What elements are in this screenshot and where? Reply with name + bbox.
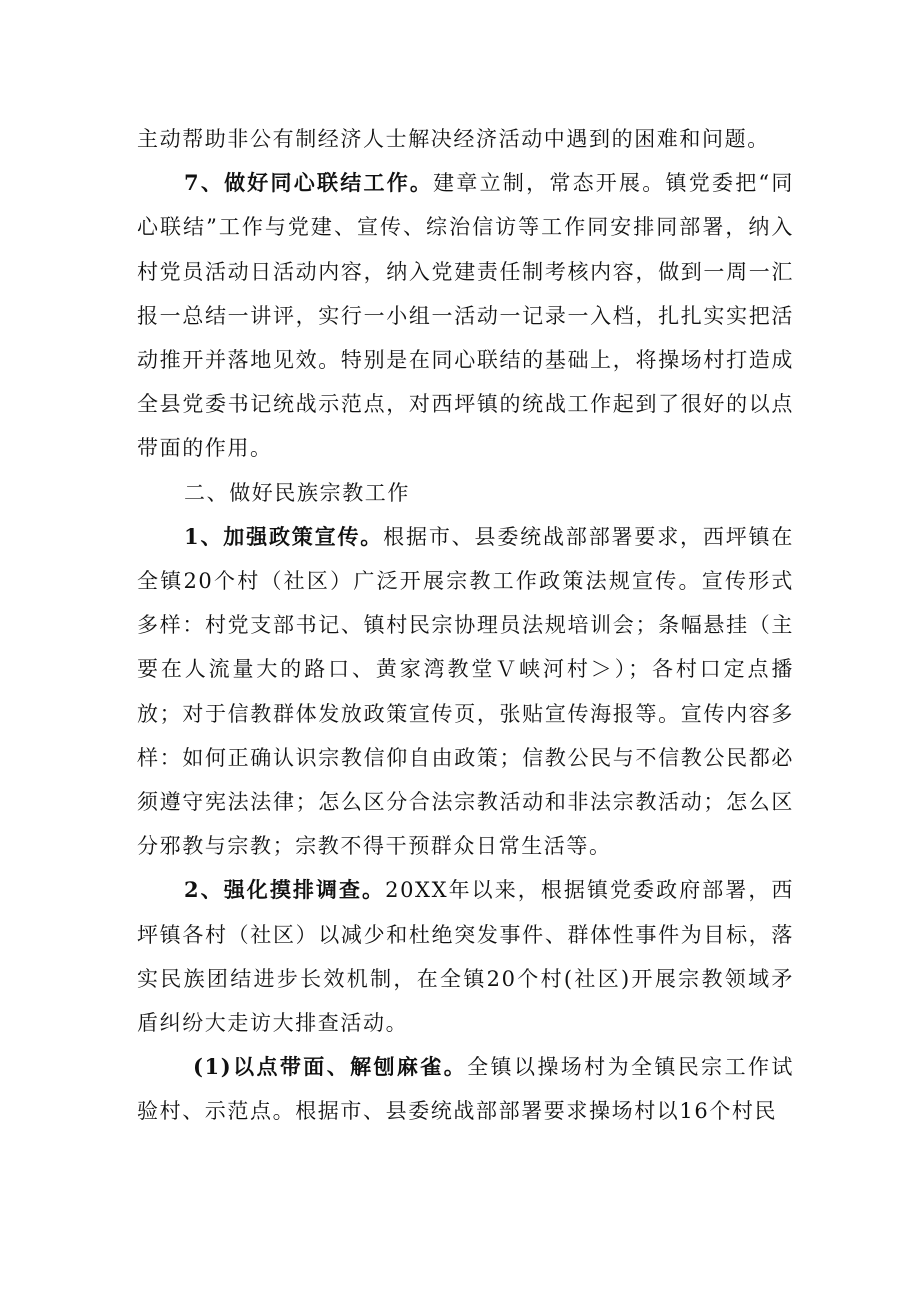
paragraph-lead: 2、强化摸排调查。: [184, 877, 386, 903]
section-heading: [137, 471, 794, 515]
paragraph-lead: 1、加强政策宣传。: [184, 523, 384, 549]
paragraph-text: 建章立制，常态开展。镇党委把“同心联结”工作与党建、宣传、综治信访等工作同安排同部署，纳入村党员活动日活动内容，纳入党建责任制考核内容，做到一周一汇报一总结一讲评，实行一小组一活动一记录一入档，扎扎实实把活动推开并落地见效。特别是在同心联结的基础上，将操场村打造成全县党委书记统战示范点，对西坪镇的统战工作起到了很好的以点带面的作用。: [137, 171, 794, 461]
paragraph-tongxin-lianjie: [137, 161, 794, 470]
paragraph-lead: 7、做好同心联结工作。: [184, 170, 434, 196]
paragraph-text: 主动帮助非公有制经济人士解决经济活动中遇到的困难和问题。: [137, 127, 770, 151]
document-page: [137, 117, 794, 1134]
paragraph-lead: (1)以点带面、解刨麻雀。: [193, 1054, 468, 1080]
paragraph-policy-publicity: [137, 515, 794, 869]
section-heading-text: 二、做好民族宗教工作: [184, 480, 410, 505]
paragraph-text: 全镇以操场村为全镇民宗工作试验村、示范点。根据市、县委统战部部署要求操场村以16个村民: [137, 1055, 794, 1124]
paragraph-investigation: [137, 868, 794, 1045]
paragraph-pilot-village: [137, 1045, 794, 1133]
paragraph-continuation: [137, 117, 794, 161]
paragraph-text: 根据市、县委统战部部署要求，西坪镇在全镇20个村（社区）广泛开展宗教工作政策法规宣传。宣传形式多样：村党支部书记、镇村民宗协理员法规培训会；条幅悬挂（主要在人流量大的路口、黄家湾教堂Ｖ峡河村＞）；各村口定点播放；对于信教群体发放政策宣传页，张贴宣传海报等。宣传内容多样：如何正确认识宗教信仰自由政策；信教公民与不信教公民都必须遵守宪法法律；怎么区分合法宗教活动和非法宗教活动；怎么区分邪教与宗教；宗教不得干预群众日常生活等。: [137, 524, 794, 859]
paragraph-text: 20XX年以来，根据镇党委政府部署，西坪镇各村（社区）以减少和杜绝突发事件、群体性事件为目标，落实民族团结进步长效机制，在全镇20个村(社区)开展宗教领域矛盾纠纷大走访大排查活动。: [137, 878, 794, 1036]
